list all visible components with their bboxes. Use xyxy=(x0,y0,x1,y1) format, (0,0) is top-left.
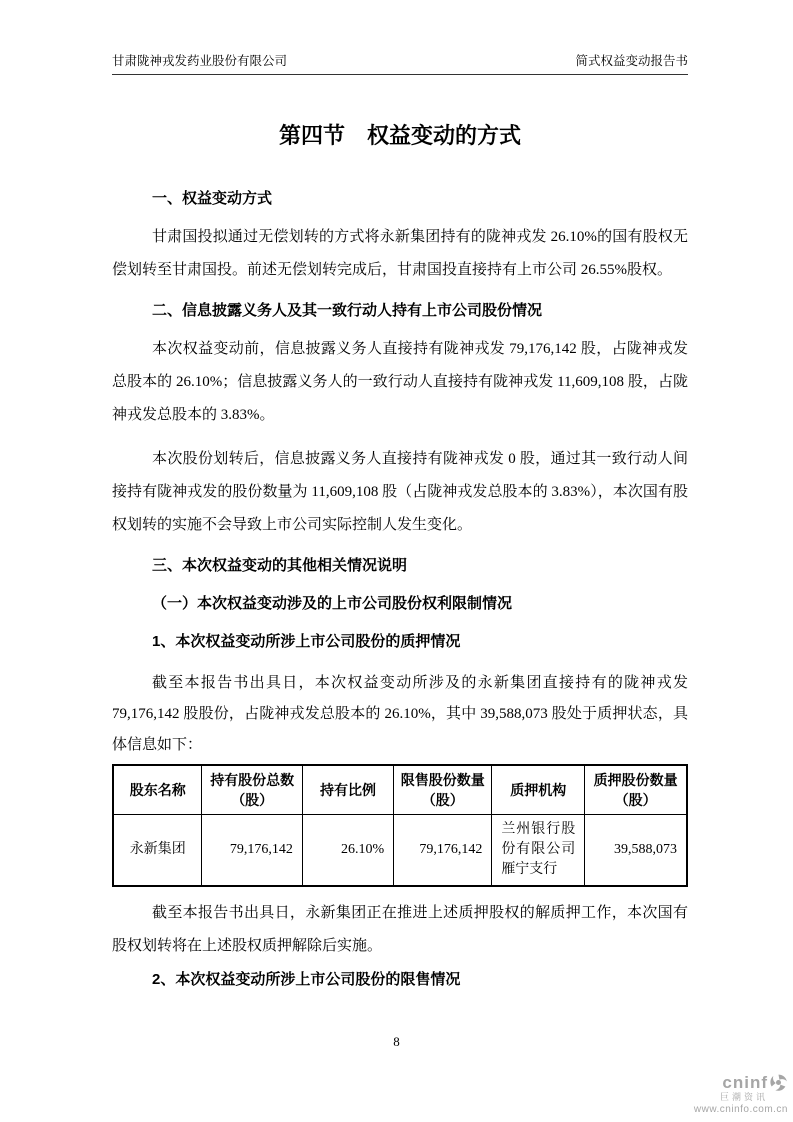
cninfo-logo xyxy=(694,1073,788,1116)
paragraph-transfer-plan: 甘肃国投拟通过无偿划转的方式将永新集团持有的陇神戎发 26.10%的国有股权无偿划转至甘肃国投。前述无偿划转完成后，甘肃国投直接持有上市公司 26.55%股权。 xyxy=(112,229,688,278)
heading-1-equity-change-method: 一、权益变动方式 xyxy=(152,190,273,207)
col-header-holding-ratio: 持有比例 xyxy=(302,765,393,815)
heading-3-1-2-lockup-status: 2、本次权益变动所涉上市公司股份的限售情况 xyxy=(152,971,461,988)
cell-pledged-shares: 39,588,073 xyxy=(585,815,687,887)
paragraph-pledge-intro: 截至本报告书出具日，本次权益变动所涉及的永新集团直接持有的陇神戎发 79,176,142 股股份，占陇神戎发总股本的 26.10%，其中 39,588,073 股处于质押状态，具体信息如下： xyxy=(112,675,688,753)
pledge-table xyxy=(112,764,688,887)
cell-total-shares: 79,176,142 xyxy=(202,815,302,887)
paragraph-before-change: 本次权益变动前，信息披露义务人直接持有陇神戎发 79,176,142 股，占陇神戎发总股本的 26.10%；信息披露义务人的一致行动人直接持有陇神戎发 11,609,108 股，占陇神戎发总股本的 3.83%。 xyxy=(112,341,688,423)
table-row xyxy=(113,815,687,887)
col-header-total-shares: 持有股份总数（股） xyxy=(202,765,302,815)
col-header-pledged-shares: 质押股份数量（股） xyxy=(585,765,687,815)
paragraph-pledge-release: 截至本报告书出具日，永新集团正在推进上述质押股权的解质押工作，本次国有股权划转将在上述股权质押解除后实施。 xyxy=(112,905,688,954)
page-number: 8 xyxy=(393,1034,400,1049)
header-report-title: 简式权益变动报告书 xyxy=(575,54,688,68)
col-header-pledgee: 质押机构 xyxy=(492,765,585,815)
paragraph-after-transfer: 本次股份划转后，信息披露义务人直接持有陇神戎发 0 股，通过其一致行动人间接持有陇神戎发的股份数量为 11,609,108 股（占陇神戎发总股本的 3.83%），本次国有股权划转的实施不会导致上市公司实际控制人发生变化。 xyxy=(112,451,688,533)
cell-shareholder: 永新集团 xyxy=(113,815,202,887)
cninfo-logo-row xyxy=(694,1073,788,1092)
col-header-restricted-shares: 限售股份数量（股） xyxy=(394,765,492,815)
cninfo-chinese-name: 巨潮资讯 xyxy=(719,1092,768,1102)
cninfo-swirl-icon xyxy=(769,1073,788,1092)
section-title: 第四节 权益变动的方式 xyxy=(278,123,521,148)
heading-2-shareholding-status: 二、信息披露义务人及其一致行动人持有上市公司股份情况 xyxy=(152,302,543,319)
heading-3-other-related-info: 三、本次权益变动的其他相关情况说明 xyxy=(152,557,408,574)
heading-3-1-1-pledge-status: 1、本次权益变动所涉上市公司股份的质押情况 xyxy=(152,633,461,650)
cell-holding-ratio: 26.10% xyxy=(302,815,393,887)
cell-restricted-shares: 79,176,142 xyxy=(394,815,492,887)
col-header-shareholder: 股东名称 xyxy=(113,765,202,815)
cninfo-url: www.cninfo.com.cn xyxy=(693,1104,788,1115)
header-company-name: 甘肃陇神戎发药业股份有限公司 xyxy=(112,54,288,68)
cell-pledgee: 兰州银行股份有限公司雁宁支行 xyxy=(492,815,585,887)
pledge-table-header-row xyxy=(113,765,687,815)
page-header xyxy=(112,54,688,75)
cninfo-wordmark: cninf xyxy=(722,1072,768,1092)
heading-3-1-rights-restrictions: （一）本次权益变动涉及的上市公司股份权利限制情况 xyxy=(152,595,513,612)
